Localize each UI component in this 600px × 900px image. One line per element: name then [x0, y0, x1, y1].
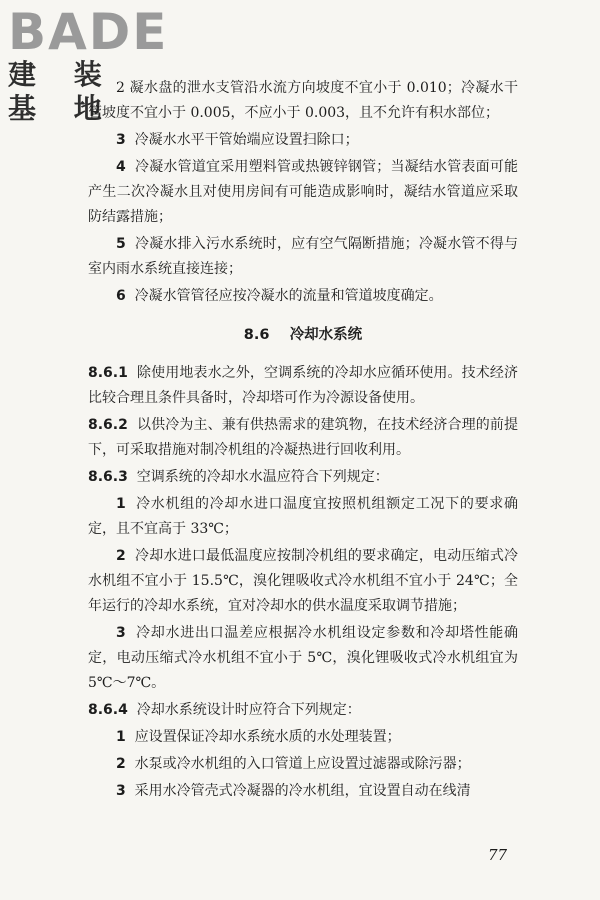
paragraph-item-6: 6 冷凝水管管径应按冷凝水的流量和管道坡度确定。 — [116, 288, 443, 304]
section-title: 冷却水系统 — [289, 327, 363, 343]
paragraph-item-3: 3 冷凝水水平干管始端应设置扫除口； — [116, 132, 359, 148]
page-number: 77 — [488, 846, 508, 864]
logo-subtitle: 建 装 基 地 — [8, 58, 116, 125]
document-body — [88, 76, 518, 806]
clause-8-6-3: 8.6.3 空调系统的冷却水水温应符合下列规定： — [88, 469, 389, 485]
paragraph-item-2: 2 凝水盘的泄水支管沿水流方向坡度不宜小于 0.010；冷凝水干管坡度不宜小于 0.005，不应小于 0.003，且不允许有积水部位； — [88, 80, 518, 121]
clause-8-6-1: 8.6.1 除使用地表水之外，空调系统的冷却水应循环使用。技术经济比较合理且条件具备时，冷却塔可作为冷源设备使用。 — [88, 365, 519, 406]
clause-8-6-4-item-1: 1 应设置保证冷却水系统水质的水处理装置； — [116, 729, 401, 745]
clause-8-6-4-item-2: 2 水泵或冷水机组的入口管道上应设置过滤器或除污器； — [116, 756, 471, 772]
clause-8-6-3-item-1: 1 冷水机组的冷却水进口温度宜按照机组额定工况下的要求确定，且不宜高于 33℃； — [88, 496, 519, 537]
clause-8-6-4: 8.6.4 冷却水系统设计时应符合下列规定： — [88, 702, 361, 718]
clause-8-6-2: 8.6.2 以供冷为主、兼有供热需求的建筑物，在技术经济合理的前提下，可采取措施对制冷机组的冷凝热进行回收利用。 — [88, 417, 519, 458]
section-heading — [88, 323, 518, 347]
paragraph-item-5: 5 冷凝水排入污水系统时，应有空气隔断措施；冷凝水管不得与室内雨水系统直接连接； — [88, 236, 519, 277]
section-number: 8.6 — [243, 327, 270, 343]
clause-8-6-3-item-3: 3 冷却水进出口温差应根据冷水机组设定参数和冷却塔性能确定，电动压缩式冷水机组不宜小于 5℃，溴化锂吸收式冷水机组宜为 5℃～7℃。 — [88, 625, 519, 691]
clause-8-6-4-item-3: 3 采用水冷管壳式冷凝器的冷水机组，宜设置自动在线清 — [116, 783, 471, 799]
logo-wordmark: BADE — [8, 3, 169, 61]
clause-8-6-3-item-2: 2 冷却水进口最低温度应按制冷机组的要求确定，电动压缩式冷水机组不宜小于 15.5℃，溴化锂吸收式冷水机组不宜小于 24℃；全年运行的冷却水系统，宜对冷却水的供水温度采取调节措施； — [88, 548, 519, 614]
paragraph-item-4: 4 冷凝水管道宜采用塑料管或热镀锌钢管；当凝结水管表面可能产生二次冷凝水且对使用房间有可能造成影响时，凝结水管道应采取防结露措施； — [88, 159, 519, 225]
